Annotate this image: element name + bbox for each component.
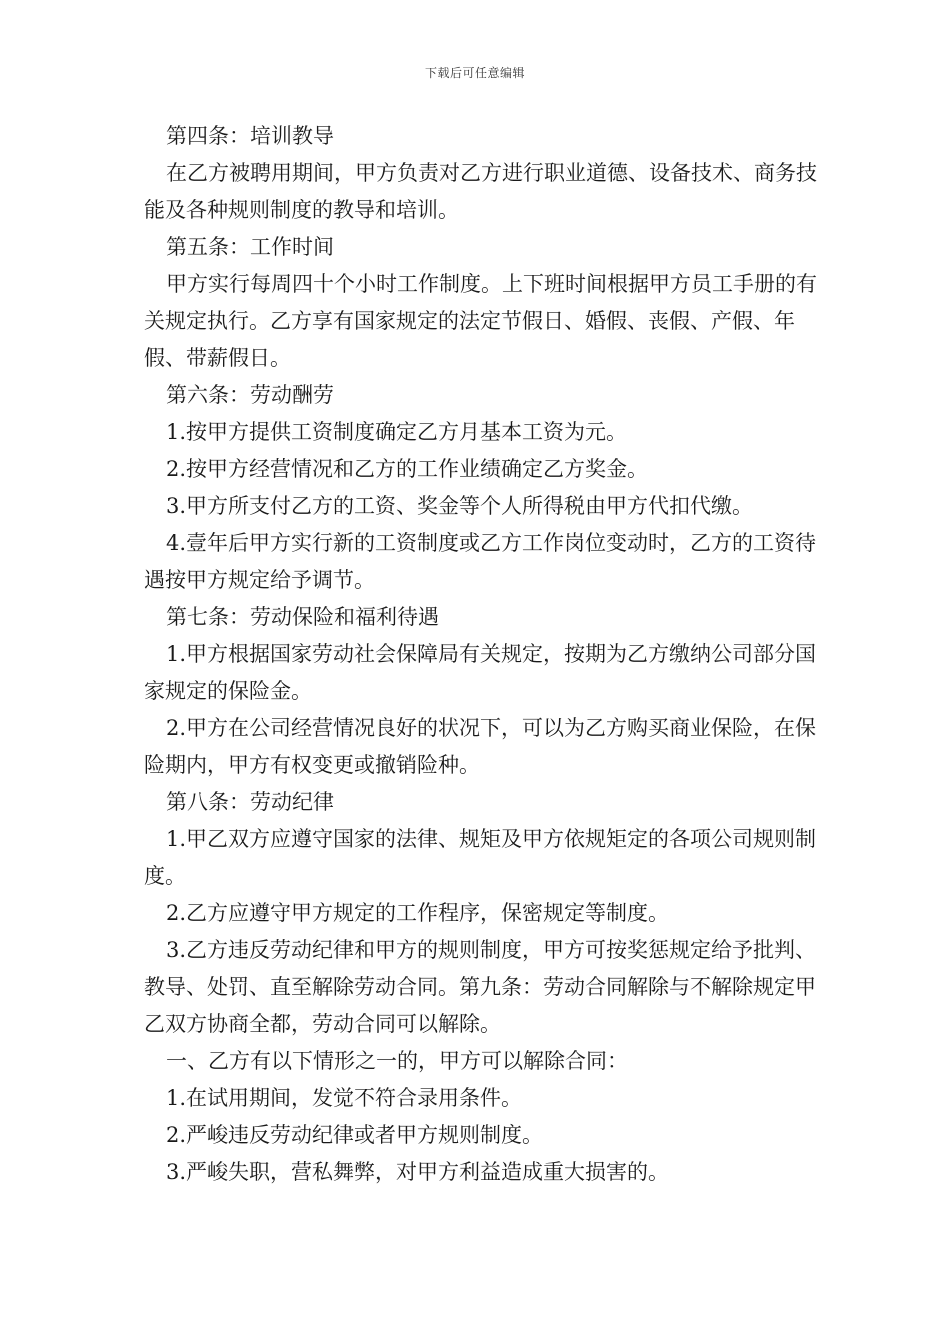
- article-6-item-2: 2.按甲方经营情况和乙方的工作业绩确定乙方奖金。: [166, 457, 649, 481]
- article-8-item-2: 2.乙方应遵守甲方规定的工作程序，保密规定等制度。: [166, 901, 670, 925]
- termination-section-heading: 一、乙方有以下情形之一的，甲方可以解除合同：: [166, 1049, 628, 1073]
- article-8-item-3: 3.乙方违反劳动纪律和甲方的规则制度，甲方可按奖惩规定给予批判、教导、处罚、直至解除劳动合同。第九条：劳动合同解除与不解除规定甲乙双方协商全都，劳动合同可以解除。: [144, 938, 817, 1036]
- article-6-heading: 第六条：劳动酬劳: [166, 383, 334, 407]
- article-4-heading: 第四条：培训教导: [166, 124, 334, 148]
- article-7-heading: 第七条：劳动保险和福利待遇: [166, 605, 439, 629]
- article-7-item-2: 2.甲方在公司经营情况良好的状况下，可以为乙方购买商业保险，在保险期内，甲方有权变更或撤销险种。: [144, 716, 817, 777]
- article-6-item-4: 4.壹年后甲方实行新的工资制度或乙方工作岗位变动时，乙方的工资待遇按甲方规定给予调节。: [144, 531, 817, 592]
- article-4-body: 在乙方被聘用期间，甲方负责对乙方进行职业道德、设备技术、商务技能及各种规则制度的教导和培训。: [144, 161, 817, 222]
- termination-item-3: 3.严峻失职，营私舞弊，对甲方利益造成重大损害的。: [166, 1160, 670, 1184]
- page-header-watermark: 下载后可任意编辑: [424, 66, 525, 80]
- termination-item-1: 1.在试用期间，发觉不符合录用条件。: [166, 1086, 523, 1110]
- article-8-item-1: 1.甲乙双方应遵守国家的法律、规矩及甲方依规矩定的各项公司规则制度。: [144, 827, 817, 888]
- termination-item-2: 2.严峻违反劳动纪律或者甲方规则制度。: [166, 1123, 544, 1147]
- article-8-heading: 第八条：劳动纪律: [166, 790, 334, 814]
- article-6-item-3: 3.甲方所支付乙方的工资、奖金等个人所得税由甲方代扣代缴。: [166, 494, 754, 518]
- document-body: [144, 118, 824, 1191]
- article-5-body: 甲方实行每周四十个小时工作制度。上下班时间根据甲方员工手册的有关规定执行。乙方享有国家规定的法定节假日、婚假、丧假、产假、年假、带薪假日。: [144, 272, 817, 370]
- article-6-item-1: 1.按甲方提供工资制度确定乙方月基本工资为元。: [166, 420, 628, 444]
- article-7-item-1: 1.甲方根据国家劳动社会保障局有关规定，按期为乙方缴纳公司部分国家规定的保险金。: [144, 642, 817, 703]
- article-5-heading: 第五条：工作时间: [166, 235, 334, 259]
